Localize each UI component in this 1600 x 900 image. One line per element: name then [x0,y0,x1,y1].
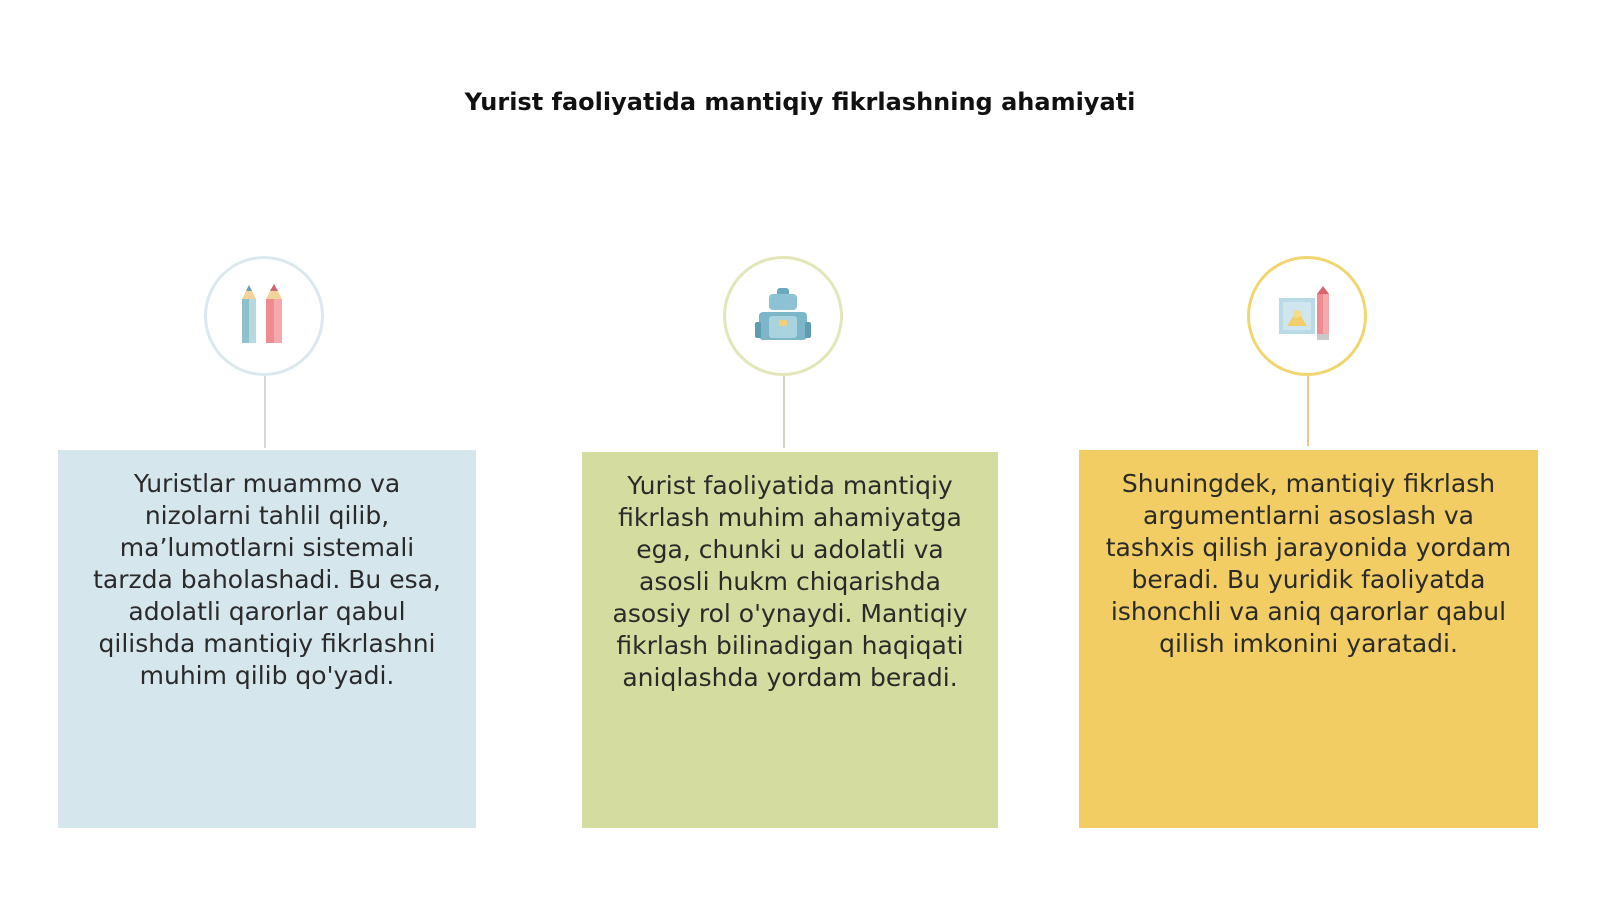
card-3-text: Shuningdek, mantiqiy fikrlash argumentlarni asoslash va tashxis qilish jarayonida yordam beradi. Bu yuridik faoliyatda ishonchli va aniq qarorlar qabul qilish imkonini yaratadi. [1105,469,1512,658]
pencils-icon [234,281,294,351]
card-1-text: Yuristlar muammo va nizolarni tahlil qilib, ma’lumotlarni sistemali tarzda baholashadi. Bu esa, adolatli qarorlar qabul qilishda mantiqiy fikrlashni muhim qilib qo'yadi. [93,469,441,690]
card-2-text: Yurist faoliyatida mantiqiy fikrlash muhim ahamiyatga ega, chunki u adolatli va asosli hukm chiqarishda asosiy rol o'ynaydi. Mantiqiy fikrlash bilinadigan haqiqati aniqlashda yordam beradi. [612,471,968,692]
icon-circle-2 [723,256,843,376]
icon-circle-1 [204,256,324,376]
connector-3 [1307,376,1309,446]
connector-2 [783,376,785,448]
slide-title: Yurist faoliyatida mantiqiy fikrlashning ahamiyati [464,88,1136,116]
connector-1 [264,376,266,448]
card-2 [582,452,998,828]
card-3 [1079,450,1538,828]
picture-and-pencil-icon [1275,284,1339,348]
card-1 [58,450,476,828]
icon-circle-3 [1247,256,1367,376]
backpack-icon [751,284,815,348]
